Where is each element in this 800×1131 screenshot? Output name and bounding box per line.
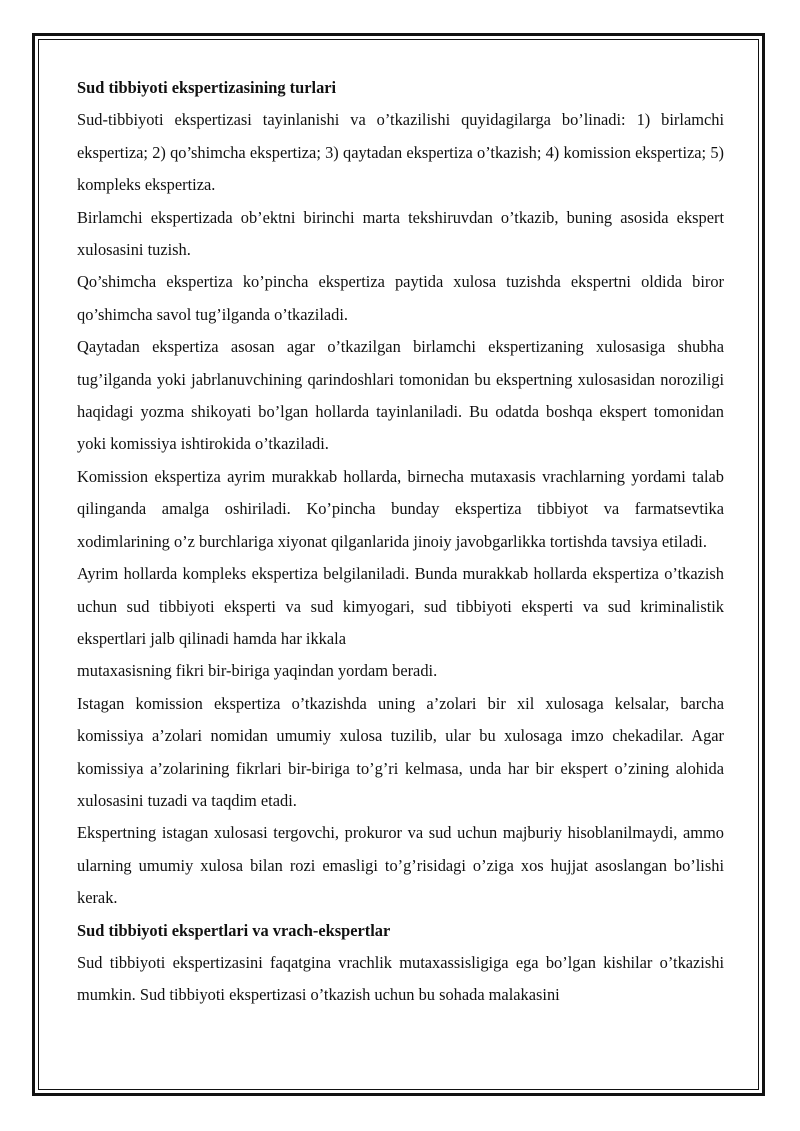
paragraph-complex-expertise-continued: mutaxasisning fikri bir-biriga yaqindan yordam beradi. [77, 661, 438, 681]
paragraph-repeat-expertise: Qaytadan ekspertiza asosan agar o’tkazilgan birlamchi ekspertizaning xulosasiga shubha tug’ilganda yoki jabrlanuvchining qarindoshlari tomonidan bu ekspertning xulosasidan noroziligi haqidagi yozma shikoyati bo’lgan hollarda tayinlaniladi. Bu odatda boshqa ekspert tomonidan yoki komissiya ishtirokida o’tkaziladi. [77, 337, 724, 454]
section-heading-types: Sud tibbiyoti ekspertizasining turlari [77, 78, 337, 97]
document-body [77, 72, 724, 1012]
paragraph-intro: Sud-tibbiyoti ekspertizasi tayinlanishi va o’tkazilishi quyidagilarga bo’linadi: 1) birlamchi ekspertiza; 2) qo’shimcha ekspertiza; 3) qaytadan ekspertiza o’tkazish; 4) komission ekspertiza; 5) kompleks ekspertiza. [77, 110, 724, 195]
paragraph-conclusion-not-binding: Ekspertning istagan xulosasi tergovchi, prokuror va sud uchun majburiy hisoblanilmaydi, ammo ularning umumiy xulosa bilan rozi emasligi to’g’risidagi o’ziga xos hujjat asoslangan bo’lishi kerak. [77, 823, 724, 908]
paragraph-commission-expertise: Komission ekspertiza ayrim murakkab hollarda, birnecha mutaxasis vrachlarning yordami talab qilinganda amalga oshiriladi. Ko’pincha bunday ekspertiza tibbiyot va farmatsevtika xodimlarining o’z burchlariga xiyonat qilganlarida jinoiy javobgarlikka tortishda tavsiya etiladi. [77, 466, 724, 551]
paragraph-additional-expertise: Qo’shimcha ekspertiza ko’pincha ekspertiza paytida xulosa tuzishda ekspertni oldida biror qo’shimcha savol tug’ilganda o’tkaziladi. [77, 272, 724, 324]
paragraph-complex-expertise: Ayrim hollarda kompleks ekspertiza belgilaniladi. Bunda murakkab hollarda ekspertiza o’tkazish uchun sud tibbiyoti eksperti va sud kimyogari, sud tibbiyoti eksperti va sud kriminalistik ekspertlari jalb qilinadi hamda har ikkala [77, 564, 724, 648]
paragraph-experts-qualification: Sud tibbiyoti ekspertizasini faqatgina vrachlik mutaxassisligiga ega bo’lgan kishilar o’tkazishi mumkin. Sud tibbiyoti ekspertizasi o’tkazish uchun bu sohada malakasini [77, 952, 724, 1005]
section-heading-experts: Sud tibbiyoti ekspertlari va vrach-ekspertlar [77, 920, 391, 940]
paragraph-commission-conclusion: Istagan komission ekspertiza o’tkazishda uning a’zolari bir xil xulosaga kelsalar, barcha komissiya a’zolari nomidan umumiy xulosa tuzilib, ular bu xulosaga imzo chekadilar. Agar komissiya a’zolarining fikrlari bir-biriga to’g’ri kelmasa, unda har bir ekspert o’zining alohida xulosasini tuzadi va taqdim etadi. [77, 693, 724, 810]
paragraph-primary-expertise: Birlamchi ekspertizada ob’ektni birinchi marta tekshiruvdan o’tkazib, buning asosida ekspert xulosasini tuzish. [77, 207, 724, 260]
